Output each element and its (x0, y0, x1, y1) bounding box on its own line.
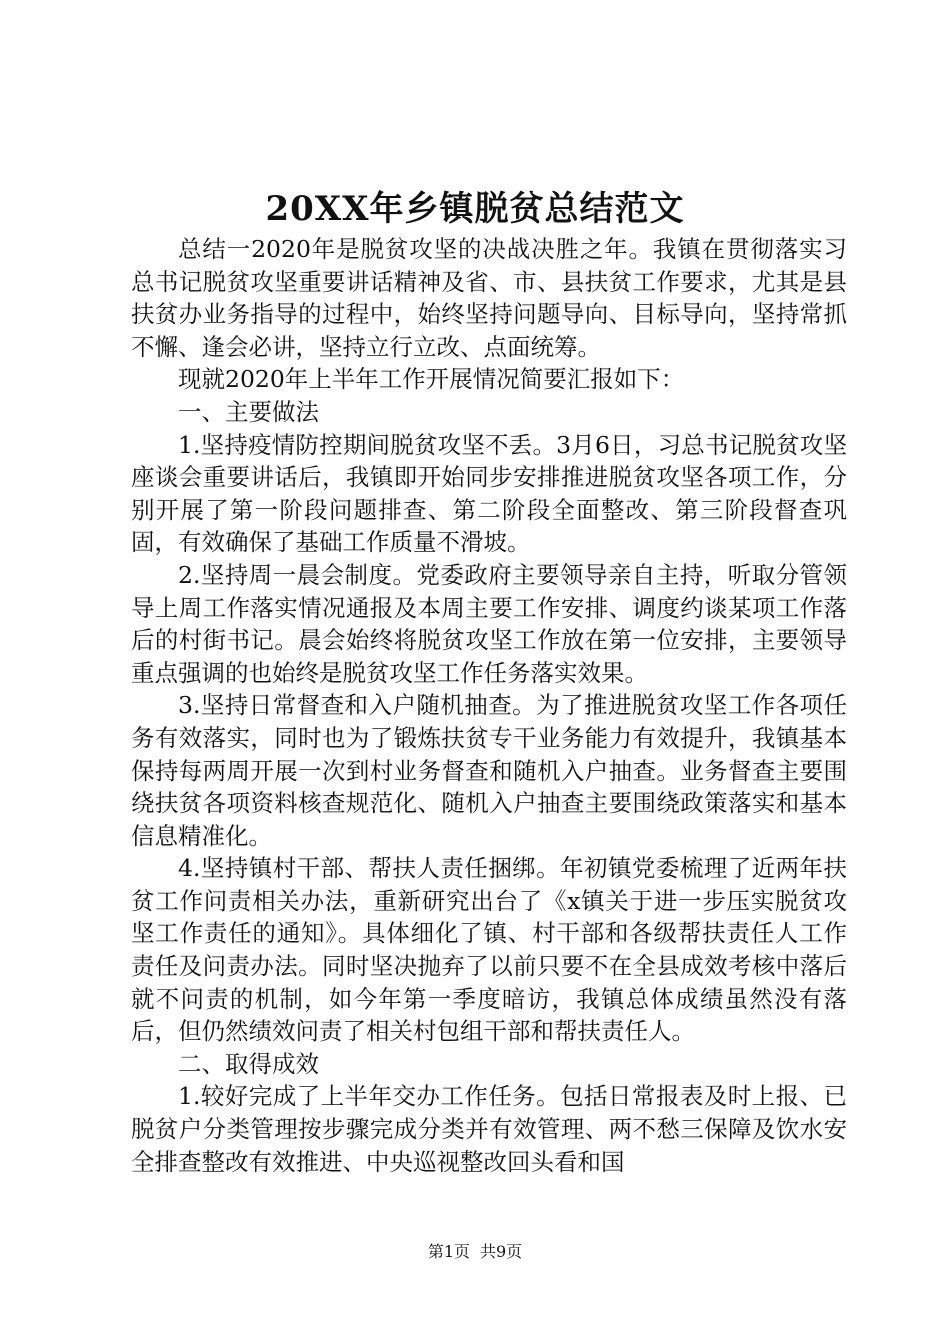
page-footer (0, 1240, 950, 1264)
page-number: 第1页 (427, 1242, 470, 1261)
paragraph: 现就2020年上半年工作开展情况简要汇报如下： (178, 365, 685, 394)
paragraph: 4.坚持镇村干部、帮扶人责任捆绑。年初镇党委梳理了近两年扶贫工作问责相关办法，重新研究出台了《x镇关于进一步压实脱贫攻坚工作责任的通知》。具体细化了镇、村干部和各级帮扶责任人工作责任及问责办法。同时坚决抛弃了以前只要不在全县成效考核中落后就不问责的机制，如今年第一季度暗访，我镇总体成绩虽然没有落后，但仍然绩效问责了相关村包组干部和帮扶责任人。 (131, 854, 847, 1046)
paragraph: 1.较好完成了上半年交办工作任务。包括日常报表及时上报、已脱贫户分类管理按步骤完成分类并有效管理、两不愁三保障及饮水安全排查整改有效推进、中央巡视整改回头看和国 (131, 1082, 847, 1176)
section-heading: 二、取得成效 (178, 1049, 319, 1078)
paragraph: 1.坚持疫情防控期间脱贫攻坚不丢。3月6日，习总书记脱贫攻坚座谈会重要讲话后，我镇即开始同步安排推进脱贫攻坚各项工作，分别开展了第一阶段问题排查、第二阶段全面整改、第三阶段督查巩固，有效确保了基础工作质量不滑坡。 (131, 430, 847, 557)
document-title: 20XX年乡镇脱贫总结范文 (265, 189, 685, 229)
section-heading: 一、主要做法 (178, 397, 319, 426)
paragraph: 2.坚持周一晨会制度。党委政府主要领导亲自主持，听取分管领导上周工作落实情况通报及本周主要工作安排、调度约谈某项工作落后的村街书记。晨会始终将脱贫攻坚工作放在第一位安排，主要领导重点强调的也始终是脱贫攻坚工作任务落实效果。 (131, 560, 847, 687)
page-total: 共9页 (480, 1242, 523, 1261)
paragraph: 总结一2020年是脱贫攻坚的决战决胜之年。我镇在贯彻落实习总书记脱贫攻坚重要讲话精神及省、市、县扶贫工作要求，尤其是县扶贫办业务指导的过程中，始终坚持问题导向、目标导向，坚持常抓不懈、逢会必讲，坚持立行立改、点面统筹。 (131, 235, 847, 361)
document-body (131, 233, 847, 1178)
paragraph: 3.坚持日常督查和入户随机抽查。为了推进脱贫攻坚工作各项任务有效落实，同时也为了锻炼扶贫专干业务能力有效提升，我镇基本保持每两周开展一次到村业务督查和随机入户抽查。业务督查主要围绕扶贫各项资料核查规范化、随机入户抽查主要围绕政策落实和基本信息精准化。 (131, 691, 847, 850)
